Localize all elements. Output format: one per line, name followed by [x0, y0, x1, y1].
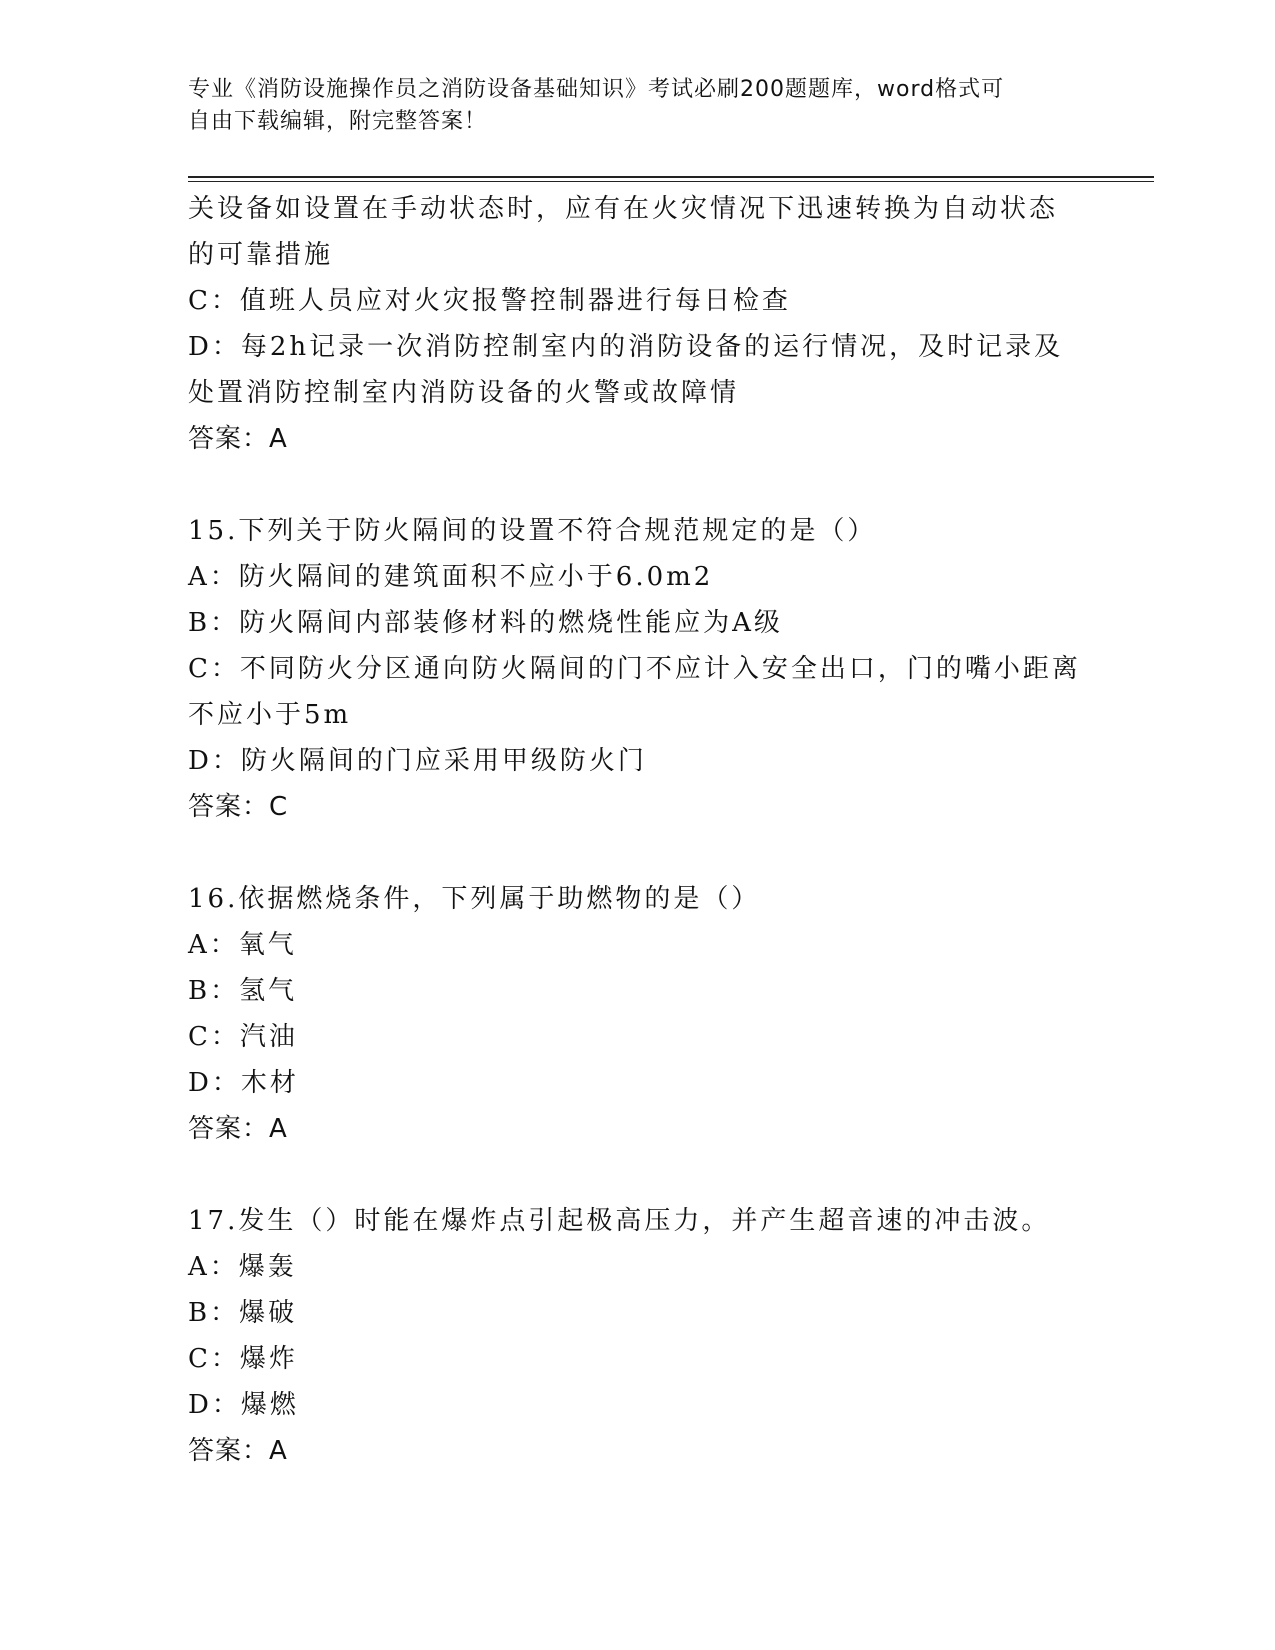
header-line-1: 专业《消防设施操作员之消防设备基础知识》考试必刷200题题库，word格式可 — [188, 77, 1005, 102]
text-line: 的可靠措施 — [188, 240, 334, 270]
option-d: D：防火隔间的门应采用甲级防火门 — [188, 746, 647, 776]
option-d: D：木材 — [188, 1068, 299, 1098]
option-a: A：防火隔间的建筑面积不应小于6.0m2 — [188, 562, 714, 592]
answer-line: 答案：A — [188, 1436, 288, 1466]
question-14-continuation — [188, 186, 1088, 462]
option-c: C：汽油 — [188, 1022, 298, 1052]
answer-line: 答案：C — [188, 792, 289, 822]
spacer — [188, 1152, 1088, 1198]
question-17 — [188, 1198, 1088, 1474]
option-d: D：爆燃 — [188, 1390, 299, 1420]
answer-line: 答案：A — [188, 1114, 288, 1144]
text-line: 处置消防控制室内消防设备的火警或故障情 — [188, 378, 740, 408]
option-b: B：氢气 — [188, 976, 298, 1006]
header-rule-thin — [188, 181, 1154, 182]
header-line-2: 自由下载编辑，附完整答案！ — [188, 109, 488, 134]
option-b: B：防火隔间内部装修材料的燃烧性能应为A级 — [188, 608, 783, 638]
option-b: B：爆破 — [188, 1298, 298, 1328]
document-body — [188, 186, 1088, 1474]
option-a: A：氧气 — [188, 930, 297, 960]
question-16 — [188, 876, 1088, 1152]
option-c: C：值班人员应对火灾报警控制器进行每日检查 — [188, 286, 791, 316]
option-a: A：爆轰 — [188, 1252, 297, 1282]
question-15 — [188, 508, 1088, 830]
page-header — [188, 74, 1068, 138]
text-line: 关设备如设置在手动状态时，应有在火灾情况下迅速转换为自动状态 — [188, 194, 1059, 224]
option-c: C：爆炸 — [188, 1344, 298, 1374]
spacer — [188, 830, 1088, 876]
option-d: D：每2h记录一次消防控制室内的消防设备的运行情况，及时记录及 — [188, 332, 1064, 362]
header-rule-thick — [188, 176, 1154, 178]
text-line: 不应小于5m — [188, 700, 352, 730]
option-c: C：不同防火分区通向防火隔间的门不应计入安全出口，门的嘴小距离 — [188, 654, 1081, 684]
spacer — [188, 462, 1088, 508]
question-stem: 17.发生（）时能在爆炸点引起极高压力，并产生超音速的冲击波。 — [188, 1206, 1051, 1236]
question-stem: 15.下列关于防火隔间的设置不符合规范规定的是（） — [188, 516, 877, 546]
answer-line: 答案：A — [188, 424, 288, 454]
question-stem: 16.依据燃烧条件，下列属于助燃物的是（） — [188, 884, 761, 914]
